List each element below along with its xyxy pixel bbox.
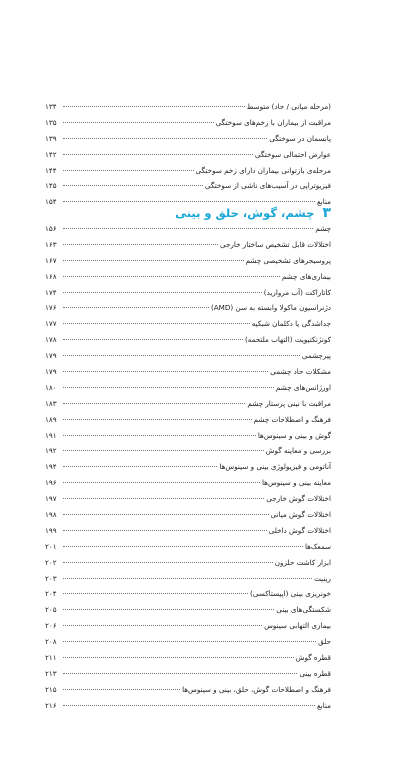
toc-row bbox=[45, 491, 331, 507]
toc-entry-title: (مرحله میانی / حاد) متوسط bbox=[246, 102, 331, 111]
toc-row bbox=[45, 682, 331, 698]
toc-entry-page: ۱۹۸ bbox=[45, 510, 57, 520]
toc-entry-page: ۲۰۲ bbox=[45, 557, 57, 567]
leader-dots bbox=[63, 705, 315, 706]
toc-entry-page: ۲۰۴ bbox=[45, 589, 57, 599]
toc-entry-title: منابع bbox=[316, 197, 331, 207]
toc-entry-page: ۱۴۵ bbox=[45, 181, 57, 191]
toc-entry-title: فیزیوتراپی در آسیب‌های ناشی از سوختگی bbox=[204, 181, 331, 191]
toc-row bbox=[45, 475, 331, 491]
leader-dots bbox=[63, 514, 269, 515]
toc-entry-title: منابع bbox=[316, 700, 331, 710]
toc-entry-page: ۱۳۴ bbox=[45, 102, 57, 111]
toc-entry-page: ۲۱۶ bbox=[45, 700, 57, 710]
leader-dots bbox=[63, 578, 312, 579]
toc-entry-title: چشم bbox=[315, 224, 331, 233]
toc-entry-title: دژنراسیون ماکولا وابسته به سن (AMD) bbox=[210, 303, 331, 313]
toc-entry-title: فرهنگ و اصطلاحات چشم bbox=[253, 414, 331, 424]
toc-entry-title: اختلالات گوش داخلی bbox=[268, 525, 331, 535]
toc-entry-page: ۱۳۵ bbox=[45, 117, 57, 127]
toc-row bbox=[45, 634, 331, 650]
toc-row bbox=[45, 163, 331, 179]
toc-entry-title: مراقبت با نینی پرستار چشم bbox=[247, 398, 331, 408]
leader-dots bbox=[63, 419, 252, 420]
toc-row bbox=[45, 332, 331, 348]
toc-entry-page: ۱۹۹ bbox=[45, 525, 57, 535]
leader-dots bbox=[63, 498, 264, 499]
leader-dots bbox=[63, 482, 260, 483]
toc-row bbox=[45, 285, 331, 301]
leader-dots bbox=[63, 170, 194, 171]
toc-entry-title: جداشدگی یا دکلمان شبکیه bbox=[251, 319, 331, 329]
leader-dots bbox=[63, 593, 248, 594]
toc-row bbox=[45, 269, 331, 285]
toc-row bbox=[45, 221, 331, 237]
toc-entry-page: ۲۱۵ bbox=[45, 684, 57, 694]
leader-dots bbox=[63, 339, 243, 340]
leader-dots bbox=[63, 450, 264, 451]
toc-entry-page: ۱۹۴ bbox=[45, 462, 57, 472]
leader-dots bbox=[63, 641, 316, 642]
toc-entry-title: حلق bbox=[318, 637, 331, 647]
leader-dots bbox=[63, 106, 245, 107]
leader-dots bbox=[63, 530, 267, 531]
toc-row bbox=[45, 131, 331, 147]
chapter-number: ۳ bbox=[322, 205, 331, 221]
leader-dots bbox=[63, 323, 250, 324]
toc-entry-title: بررسی و معاینه گوش bbox=[265, 446, 331, 456]
leader-dots bbox=[63, 185, 203, 186]
toc-row bbox=[45, 459, 331, 475]
toc-row bbox=[45, 650, 331, 666]
toc-entry-title: شکستگی‌های بینی bbox=[276, 605, 331, 615]
toc-entry-title: مرحله‌ی بازتوانی بیماران دارای زخم سوختگی bbox=[195, 165, 331, 175]
toc-entry-page: ۲۰۸ bbox=[45, 637, 57, 647]
leader-dots bbox=[63, 138, 267, 139]
leader-dots bbox=[63, 276, 280, 277]
toc-row bbox=[45, 602, 331, 618]
leader-dots bbox=[63, 403, 245, 404]
toc-entry-title: خونریزی بینی (اپیستاکسی) bbox=[250, 589, 331, 599]
toc-entry-title: عوارض احتمالی سوختگی bbox=[254, 149, 331, 159]
toc-entry-page: ۱۹۲ bbox=[45, 446, 57, 456]
toc-row bbox=[45, 178, 331, 194]
toc-row bbox=[45, 396, 331, 412]
toc-entry-page: ۱۹۷ bbox=[45, 494, 57, 504]
leader-dots bbox=[63, 260, 244, 261]
toc-row bbox=[45, 237, 331, 253]
toc-entry-title: فرهنگ و اصطلاحات گوش، حلق، بینی و سینوس‌ها bbox=[182, 684, 331, 694]
toc-entry-title: کاتاراکت (آب مروارید) bbox=[263, 287, 331, 297]
leader-dots bbox=[63, 466, 217, 467]
leader-dots bbox=[63, 307, 209, 308]
toc-row bbox=[45, 364, 331, 380]
leader-dots bbox=[63, 657, 294, 658]
toc-entry-page: ۱۵۶ bbox=[45, 224, 57, 233]
leader-dots bbox=[63, 673, 297, 674]
toc-entry-title: سمعک‌ها bbox=[304, 541, 331, 551]
toc-entry-page: ۱۴۲ bbox=[45, 149, 57, 159]
toc-row bbox=[45, 99, 331, 115]
toc-entry-page: ۱۷۹ bbox=[45, 351, 57, 361]
toc-entry-title: بیماری‌های چشم bbox=[281, 271, 331, 281]
leader-dots bbox=[63, 154, 253, 155]
toc-entry-page: ۱۳۹ bbox=[45, 133, 57, 143]
toc-entry-title: اختلالات قابل تشخیص ساختار خارجی bbox=[219, 239, 331, 249]
toc-entry-page: ۱۷۹ bbox=[45, 367, 57, 377]
toc-entry-title: پیرچشمی bbox=[301, 351, 331, 361]
toc-row bbox=[45, 555, 331, 571]
leader-dots bbox=[63, 546, 303, 547]
leader-dots bbox=[63, 609, 274, 610]
toc-row bbox=[45, 586, 331, 602]
toc-entry-page: ۱۸۹ bbox=[45, 414, 57, 424]
toc-entry-title: معاینه بینی و سینوس‌ها bbox=[261, 478, 331, 488]
toc-entry-title: اختلالات گوش خارجی bbox=[266, 494, 331, 504]
toc-entry-page: ۱۶۸ bbox=[45, 271, 57, 281]
toc-entry-title: مشکلات حاد چشمی bbox=[270, 367, 331, 377]
toc-entry-page: ۲۰۵ bbox=[45, 605, 57, 615]
toc-row bbox=[45, 428, 331, 444]
leader-dots bbox=[63, 292, 262, 293]
toc-section-ent bbox=[45, 221, 331, 714]
toc-entry-page: ۱۶۷ bbox=[45, 255, 57, 265]
chapter-heading bbox=[45, 205, 331, 221]
toc-entry-title: قطره گوش bbox=[295, 653, 331, 663]
toc-row bbox=[45, 507, 331, 523]
leader-dots bbox=[63, 201, 315, 202]
leader-dots bbox=[63, 244, 218, 245]
leader-dots bbox=[63, 228, 313, 229]
toc-entry-page: ۱۷۷ bbox=[45, 319, 57, 329]
leader-dots bbox=[63, 562, 273, 563]
leader-dots bbox=[63, 435, 256, 436]
toc-entry-page: ۱۸۰ bbox=[45, 382, 57, 392]
leader-dots bbox=[63, 689, 180, 690]
toc-entry-title: بیماری التهابی سینوس bbox=[264, 621, 331, 631]
leader-dots bbox=[63, 371, 268, 372]
toc-entry-page: ۱۴۴ bbox=[45, 165, 57, 175]
toc-entry-page: ۱۵۴ bbox=[45, 197, 57, 207]
toc-entry-page: ۱۷۶ bbox=[45, 303, 57, 313]
leader-dots bbox=[63, 355, 300, 356]
toc-entry-page: ۲۰۳ bbox=[45, 573, 57, 583]
toc-entry-title: مراقبت از بیماران با زخم‌های سوختگی bbox=[215, 117, 331, 127]
toc-row bbox=[45, 523, 331, 539]
toc-section-burns bbox=[45, 99, 331, 210]
toc-entry-page: ۲۱۳ bbox=[45, 668, 57, 678]
toc-entry-title: کونژنکتیویت (التهاب ملتحمه) bbox=[244, 335, 331, 345]
toc-entry-page: ۱۹۱ bbox=[45, 430, 57, 440]
toc-row bbox=[45, 618, 331, 634]
toc-row bbox=[45, 115, 331, 131]
toc-row bbox=[45, 539, 331, 555]
toc-row bbox=[45, 666, 331, 682]
toc-entry-title: گوش و بینی و سینوس‌ها bbox=[257, 430, 331, 440]
toc-row bbox=[45, 698, 331, 714]
toc-entry-page: ۱۷۴ bbox=[45, 287, 57, 297]
toc-entry-page: ۱۷۸ bbox=[45, 335, 57, 345]
leader-dots bbox=[63, 625, 262, 626]
toc-row bbox=[45, 253, 331, 269]
toc-entry-title: ابزار کاشت حلزون bbox=[274, 557, 331, 567]
toc-row bbox=[45, 348, 331, 364]
toc-entry-page: ۲۰۶ bbox=[45, 621, 57, 631]
toc-entry-title: پانسمان در سوختگی bbox=[269, 133, 331, 143]
toc-row bbox=[45, 571, 331, 587]
chapter-title: چشم، گوش، حلق و بینی bbox=[175, 206, 315, 220]
leader-dots bbox=[63, 387, 274, 388]
toc-entry-page: ۱۶۳ bbox=[45, 239, 57, 249]
leader-dots bbox=[63, 122, 214, 123]
toc-entry-page: ۲۰۱ bbox=[45, 541, 57, 551]
toc-entry-page: ۲۱۱ bbox=[45, 653, 57, 663]
toc-row bbox=[45, 300, 331, 316]
toc-entry-title: قطره بینی bbox=[299, 668, 331, 678]
toc-entry-title: پروسیجرهای تشخیصی چشم bbox=[245, 255, 331, 265]
toc-row bbox=[45, 380, 331, 396]
toc-entry-title: اختلالات گوش میانی bbox=[270, 510, 331, 520]
toc-row bbox=[45, 412, 331, 428]
toc-row bbox=[45, 443, 331, 459]
toc-entry-title: آناتومی و فیزیولوژی بینی و سینوس‌ها bbox=[219, 462, 331, 472]
toc-entry-title: رینیت bbox=[314, 573, 331, 583]
toc-row bbox=[45, 316, 331, 332]
toc-entry-page: ۱۸۳ bbox=[45, 398, 57, 408]
toc-row bbox=[45, 147, 331, 163]
toc-entry-title: اورژانس‌های چشم bbox=[275, 382, 331, 392]
toc-entry-page: ۱۹۶ bbox=[45, 478, 57, 488]
